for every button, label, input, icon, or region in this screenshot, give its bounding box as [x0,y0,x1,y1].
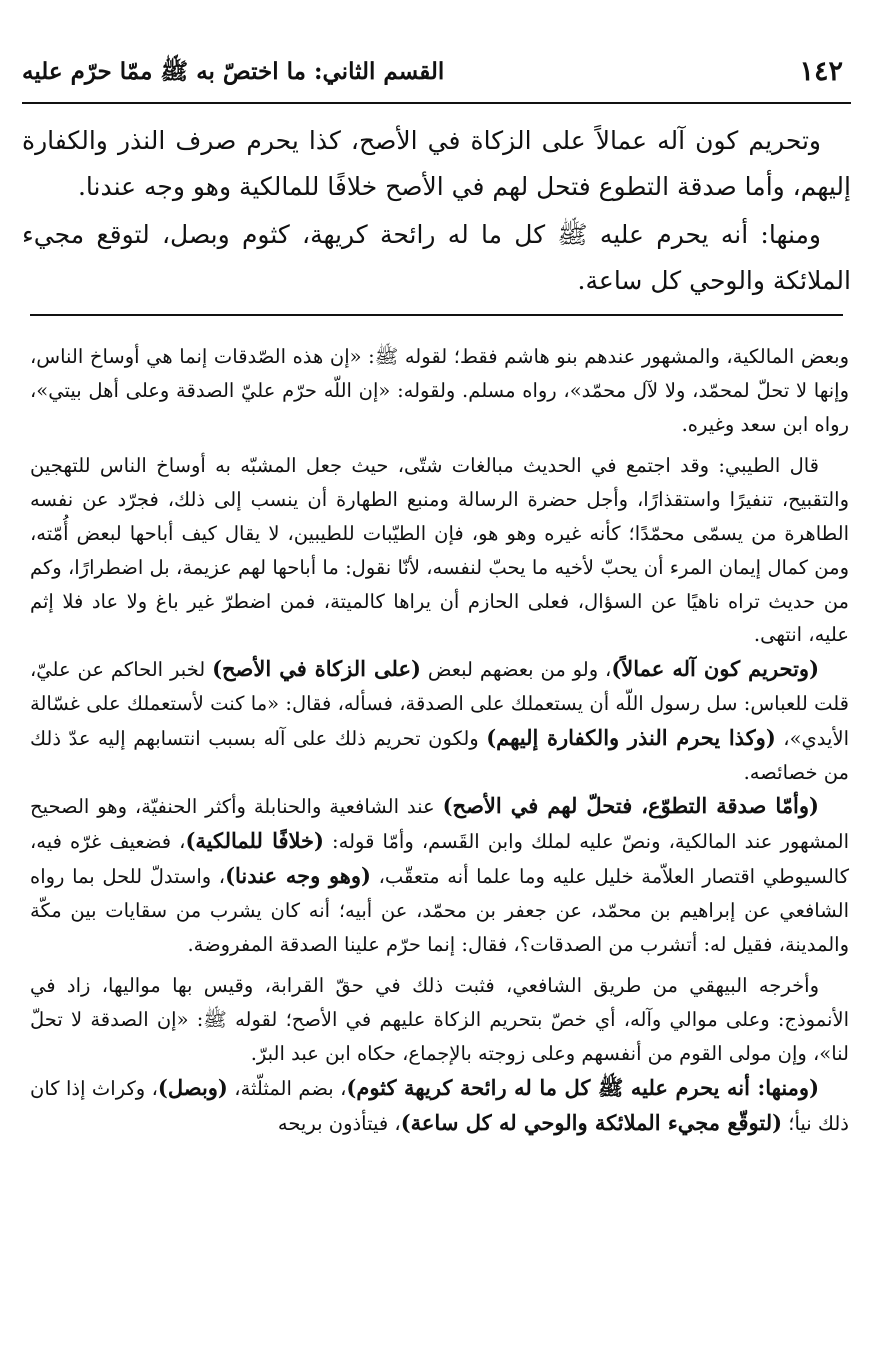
bold-matn-quote: (وبصل) [157,1074,228,1100]
commentary-paragraph: (وأمّا صدقة التطوّع، فتحلّ لهم في الأصح) عند الشافعية والحنابلة وأكثر الحنفيّة، وهو الصحيح المشهور عند المالكية، ونصّ عليه لملك وابن القَسم، وأمّا قوله: (خلافًا للمالكية)، فضعيف غرّه فيه، كالسيوطي اقتصار العلاّمة خليل عليه وما علما أنه متعقّب، (وهو وجه عندنا)، واستدلّ للحل بما رواه الشافعي عن إبراهيم بن محمّد، عن جعفر بن محمّد، عن أبيه؛ أنه كان يشرب من سقايات بين مكّة والمدينة، فقيل له: أتشرب من الصدقات؟، فقال: إنما حرّم علينا الصدقة المفروضة. [30,793,849,956]
commentary-text [30,340,849,1140]
bold-matn-quote: (وهو وجه عندنا) [225,862,371,888]
bold-matn-quote: (وتحريم كون آله عمالاً) [611,656,820,682]
page-header [22,52,851,96]
matn-paragraph: ومنها: أنه يحرم عليه ﷺ كل ما له رائحة كريهة، كثوم وبصل، لتوقع مجيء الملائكة والوحي كل ساعة. [22,220,851,295]
commentary-paragraph: وبعض المالكية، والمشهور عندهم بنو هاشم فقط؛ لقوله ﷺ: «إن هذه الصّدقات إنما هي أوساخ الناس، وإنها لا تحلّ لمحمّد، ولا لآل محمّد»، رواه مسلم. ولقوله: «إن اللّه حرّم عليّ الصدقة وعلى أهل بيتي»، رواه ابن سعد وغيره. [30,345,849,436]
header-divider [22,102,851,104]
commentary-paragraph: وأخرجه البيهقي من طريق الشافعي، فثبت ذلك في حقّ القرابة، وقيس بها مواليها، زاد في الأنموذج: وعلى موالي وآله، أي خصّ بتحريم الزكاة عليهم في الأصح؛ لقوله ﷺ: «إن الصدقة لا تحلّ لنا»، وإن مولى القوم من أنفسهم وعلى زوجته بالإجماع، حكاه ابن عبد البرّ. [30,974,849,1065]
bold-matn-quote: (خلافًا للمالكية) [185,828,324,854]
bold-matn-quote: (على الزكاة في الأصح) [212,656,421,682]
commentary-paragraph: (ومنها: أنه يحرم عليه ﷺ كل ما له رائحة كريهة كثوم)، بضم المثلّثة، (وبصل)، وكراث إذا كان ذلك نيأ؛ (لتوقّع مجيء الملائكة والوحي له كل ساعة)، فيتأذون بريحه [30,1074,849,1135]
bold-matn-quote: (وأمّا صدقة التطوّع، فتحلّ لهم في الأصح) [442,793,819,819]
commentary-divider [30,314,843,316]
bold-matn-quote: (وكذا يحرم النذر والكفارة إليهم) [486,724,776,750]
matn-paragraph: وتحريم كون آله عمالاً على الزكاة في الأصح، كذا يحرم صرف النذر والكفارة إليهم، وأما صدقة التطوع فتحل لهم في الأصح خلافًا للمالكية وهو وجه عندنا. [22,126,851,201]
bold-matn-quote: (ومنها: أنه يحرم عليه ﷺ كل ما له رائحة كريهة كثوم) [346,1074,820,1100]
running-title: القسم الثاني: ما اختصّ به ﷺ ممّا حرّم عليه [22,58,445,85]
commentary-paragraph: قال الطيبي: وقد اجتمع في الحديث مبالغات شتّى، حيث جعل المشبّه به أوساخ الناس للتهجين والتقبيح، تنفيرًا واستقذارًا، وأجل حضرة الرسالة ومنبع الطهارة أن ينسب إلى ذلك، فجرّد عن نفسه الطاهرة من يسمّى محمّدًا؛ كأنه غيره وهو هو، فإن الطيّبات للطيبين، لا يقال كيف أباحها لبعض أُمّته، ومن كمال إيمان المرء أن يحبّ لأخيه ما يحبّ لنفسه، لأنّا نقول: ما أباحها لهم عزيمة، بل اضطرارًا، وكم من حديث تراه ناهيًا عن السؤال، فعلى الحازم أن يراها كالميتة، فمن اضطرّ غير باغ ولا عاد فلا إثم عليه، انتهى. [30,454,849,647]
main-text [22,118,851,304]
bold-matn-quote: (لتوقّع مجيء الملائكة والوحي له كل ساعة) [400,1109,783,1135]
commentary-paragraph: (وتحريم كون آله عمالاً)، ولو من بعضهم لبعض (على الزكاة في الأصح) لخبر الحاكم عن عليّ، قلت للعباس: سل رسول اللّه أن يستعملك على الصدقة، فسأله، فقال: «ما كنت لأستعملك على غسّالة الأيدي»، (وكذا يحرم النذر والكفارة إليهم) ولكون تحريم ذلك على آله بسبب انتسابهم إليه عدّ ذلك من خصائصه. [30,656,849,784]
page-number: ١٤٢ [799,56,843,87]
